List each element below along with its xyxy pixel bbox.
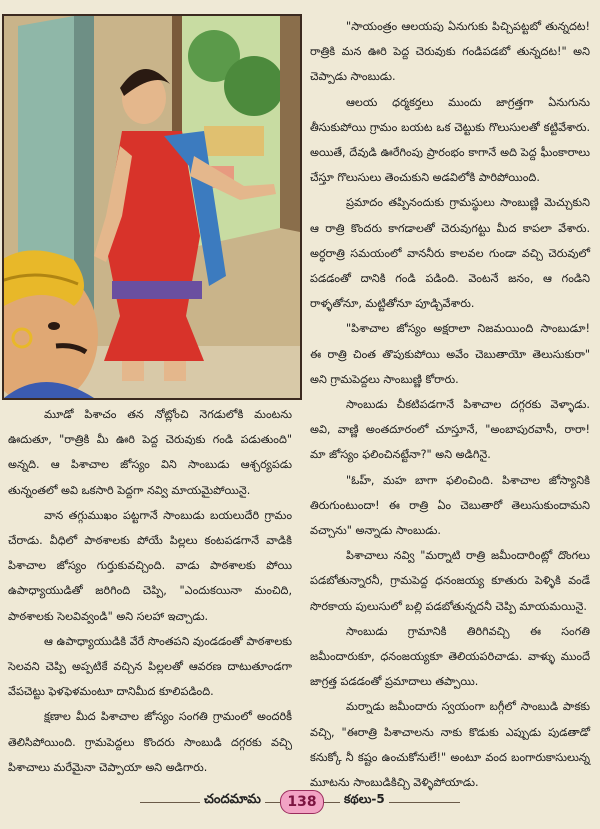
- paragraph: క్షణాల మీద పిశాచాల జోస్యం సంగతి గ్రామంలో అందరికీ తెలిసిపోయింది. గ్రామపెద్దలు కొందరు సాంబుడి దగ్గరకు వచ్చి పిశాచాలు మరేమైనా చెప్పాయా అని అడిగారు.: [8, 710, 292, 774]
- illustration-art: [4, 16, 300, 398]
- page-number-badge: 138: [280, 790, 324, 814]
- paragraph: మర్నాడు జమీందారు స్వయంగా బగ్గీలో సాంబుడి పాకకు వచ్చి, "ఈరాత్రి పిశాచాలను నాకు కొడుకు ఎప్పుడు పుడతాడో కనుక్కో నీ కష్టం ఉంచుకోనులే!" అంటూ వంద బంగారుకాసులున్న మూటను సాంబుడికిచ్చి వెళ్ళిపోయాడు.: [310, 700, 590, 790]
- paragraph: ప్రమాదం తప్పినందుకు గ్రామస్థులు సాంబుణ్ణి మెచ్చుకుని ఆ రాత్రి కొందరు కాగడాలతో చెరువుగట్టు మీద కాపలా వేశారు. అర్ధరాత్రి సమయంలో వాననీరు కాలవల గుండా వచ్చి చెరువులో పడడంతో దానికి గండి పడింది. వెంటనే జనం, ఆ గండిని రాళ్ళతోనూ, మట్టితోనూ పూడ్చివేశారు.: [310, 196, 590, 311]
- paragraph: పిశాచాలు నవ్వి "మర్నాటి రాత్రి జమీందారింట్లో దొంగలు పడబోతున్నారనీ, గ్రామపెద్ద ధనంజయ్య కూతురు పెళ్ళికి వండే సొరకాయ పులుసులో బల్లి పడబోతున్నదనీ చెప్పి మాయమయినై.: [310, 549, 590, 613]
- paragraph: "ఓహ్, మహ బాగా ఫలించింది. పిశాచాల జోస్యానికి తిరుగుంటుందా! ఈ రాత్రి ఏం చెబుతారో తెలుసుకుందామని వచ్చాను" అన్నాడు సాంబుడు.: [310, 473, 590, 538]
- paragraph: "పిశాచాల జోస్యం అక్షరాలా నిజమయింది సాంబుడూ! ఈ రాత్రి చింత తొపుకుపోయి అవేం చెబుతాయో తెలుసుకురా" అని గ్రామపెద్దలు సాంబుణ్ణి కోరారు.: [310, 322, 590, 386]
- paragraph: "సాయంత్రం ఆలయపు ఏనుగుకు పిచ్చిపట్టబో తున్నదట! రాత్రికి మన ఊరి పెద్ద చెరువుకు గండిపడబో తున్నదట!" అని చెప్పాడు సాంబుడు.: [310, 20, 590, 84]
- paragraph: మూడో పిశాచం తన నోట్లోంచి నెగడులోకి మంటను ఊదుతూ, "రాత్రికి మీ ఊరి పెద్ద చెరువుకు గండి పడుతుంది" అన్నది. ఆ పిశాచాల జోస్యం విని సాంబుడు ఆశ్చర్యపడు తున్నంతలో అవి ఒకసారి పెద్దగా నవ్వి మాయమైపోయినై.: [8, 408, 292, 497]
- paragraph: వాన తగ్గుముఖం పట్టగానే సాంబుడు బయలుదేరి గ్రామం చేరాడు. వీధిలో పాఠశాలకు పోయే పిల్లలు కంటపడగానే వాడికి పిశాచాల జోస్యం గుర్తుకువచ్చింది. వాడు పాఠశాలకు పోయి ఉపాధ్యాయుడితో జరిగింది చెప్పి, "ఎందుకయినా మంచిది, పాఠశాలకు సెలవివ్వండి" అని సలహా ఇచ్చాడు.: [8, 508, 292, 623]
- paragraph: ఆలయ ధర్మకర్తలు ముందు జాగ్రత్తగా ఏనుగును తీసుకుపోయి గ్రామం బయట ఒక చెట్టుకు గొలుసులతో కట్టివేశారు. అయితే, దేవుడి ఊరేగింపు ప్రారంభం కాగానే అది పెద్ద ఘీంకారాలు చేస్తూ గొలుసులు తెంచుకుని అడవిలోకి పారిపోయింది.: [310, 95, 590, 185]
- paragraph: సాంబుడు చీకటిపడగానే పిశాచాల దగ్గరకు వెళ్ళాడు. అవి, వాణ్ణి అంతదూరంలో చూస్తూనే, "అంబాపురవాసీ, రారా! మా జోస్యం ఫలించినట్టేనా?" అని అడిగినై.: [310, 398, 590, 462]
- magazine-name: చందమామ: [200, 792, 265, 810]
- issue-label: కథలు-5: [340, 792, 389, 809]
- right-text-column: [310, 14, 590, 795]
- left-text-column: [8, 402, 292, 780]
- page-footer: [0, 786, 600, 826]
- story-illustration: [2, 14, 302, 400]
- paragraph: ఆ ఉపాధ్యాయుడికి వేరే సొంతపని వుండడంతో పాఠశాలకు సెలవని చెప్పి అప్పటికే వచ్చిన పిల్లలతో ఆవరణ దాటుతూండగా వేపచెట్టు ఫెళఫెళమంటూ దానిమీద కూలిపడింది.: [8, 634, 292, 699]
- paragraph: సాంబుడు గ్రామానికి తిరిగివచ్చి ఈ సంగతి జమీందారుకూ, ధనంజయ్యకూ తెలియపరిచాడు. వాళ్ళు ముందే జాగ్రత్త పడడంతో ప్రమాదాలు తప్పాయి.: [310, 624, 590, 689]
